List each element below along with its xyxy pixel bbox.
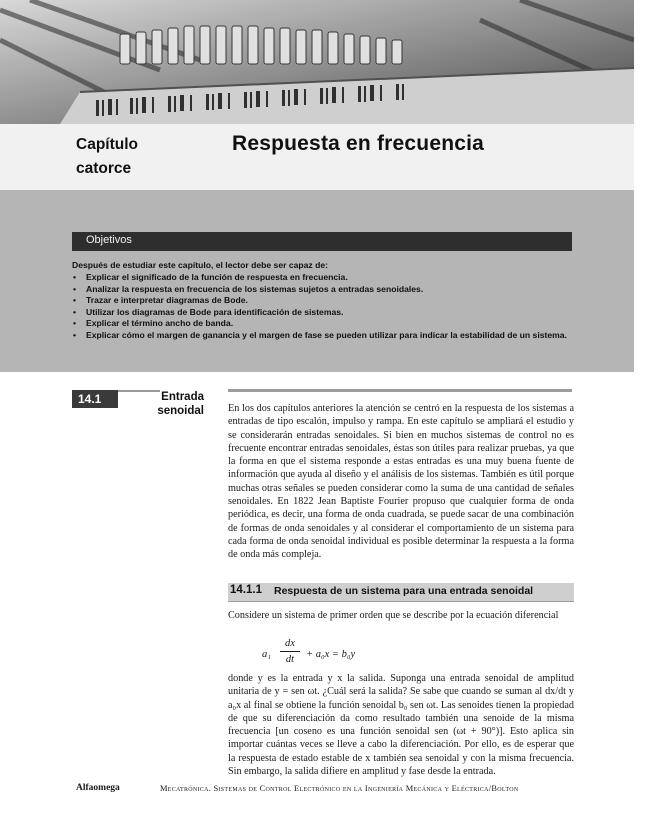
objective-item: • Trazar e interpretar diagramas de Bode. <box>72 295 572 307</box>
footer-book-title: Mecatrónica. Sistemas de Control Electrónico en la Ingeniería Mecánica y Eléctrica/Bolton <box>160 784 519 793</box>
equation-fraction-bar <box>280 651 300 652</box>
chapter-label-line2: catorce <box>76 160 132 177</box>
section-title-line1: Entrada <box>161 391 204 403</box>
objectives-list <box>72 272 572 342</box>
subsection-paragraph-intro: Considere un sistema de primer orden que se describe por la ecuación diferencial <box>228 610 559 621</box>
circuit-board-image <box>0 0 634 124</box>
objectives-heading: Objetivos <box>86 234 132 246</box>
section-rule <box>228 389 572 392</box>
equation-rest: + a₀x = b₀y <box>306 649 356 660</box>
subsection-rule <box>228 601 574 602</box>
equation-denominator: dt <box>285 654 295 665</box>
chapter-label <box>76 133 196 181</box>
equation-coefficient: a₁ <box>262 649 271 660</box>
subsection-title: Respuesta de un sistema para una entrada senoidal <box>274 585 534 597</box>
equation-fraction <box>280 637 300 666</box>
objective-item: • Utilizar los diagramas de Bode para identificación de sistemas. <box>72 307 572 319</box>
chapter-banner <box>0 0 634 190</box>
section-title <box>150 390 204 418</box>
footer-publisher: Alfaomega <box>76 783 120 793</box>
objective-item: • Explicar el término ancho de banda. <box>72 318 572 330</box>
section-paragraph: En los dos capítulos anteriores la atención se centró en la respuesta de los sistemas a entradas de tipo escalón, impulso y rampa. En este capítulo se ampliará el estudio y se considerarán entradas senoidales. Si bien en muchos sistemas de control no es frecuente encontrar entradas senoidales, éstas son útiles para realizar pruebas, ya que la forma en que el sistema responde a estas entradas es una muy buena fuente de información que ayuda al diseño y el análisis de los sistemas. También es útil porque muchas otras señales se pueden considerar como la suma de una cantidad de señales senoidales. En 1822 Jean Baptiste Fourier propuso que cualquier forma de onda periódica, es decir, una forma de onda cuadrada, se puede sacar de una combinación de formas de onda senoidales y al considerar el comportamiento de un sistema para cada forma de onda senoidal individual es posible determinar la respuesta a la forma de onda más compleja. <box>228 403 574 561</box>
objective-item: • Explicar cómo el margen de ganancia y el margen de fase se pueden utilizar para indicar la estabilidad de un sistema. <box>72 330 572 342</box>
equation-numerator: dx <box>285 638 295 649</box>
objective-item: • Analizar la respuesta en frecuencia de los sistemas sujetos a entradas senoidales. <box>72 284 572 296</box>
objectives-heading-bar <box>72 232 572 251</box>
subsection-paragraph-body: donde y es la entrada y x la salida. Suponga una entrada senoidal de amplitud unitaria de y = sen ωt. ¿Cuál será la salida? Se sabe que cuando se suman al dx/dt y a₀x al final se obtiene la función senoidal b₀ sen ωt. Las senoides tienen la propiedad de que su diferenciación da como resultado también una senoide de la misma frecuencia [un coseno es una función senoidal sen (ωt + 90°)]. Esto aplica sin importar cuántas veces se lleve a cabo la diferenciación. Por ello, es de esperar que la respuesta de estado estable de x también sea senoidal y con la misma frecuencia. Sin embargo, la salida difiere en amplitud y fase desde la entrada. <box>228 673 574 778</box>
objectives-intro: Después de estudiar este capítulo, el lector debe ser capaz de: <box>72 260 328 270</box>
section-number: 14.1 <box>72 390 118 408</box>
subsection-number: 14.1.1 <box>230 584 262 596</box>
chapter-label-line1: Capítulo <box>76 136 138 153</box>
chapter-title: Respuesta en frecuencia <box>232 132 485 155</box>
objective-item: • Explicar el significado de la función de respuesta en frecuencia. <box>72 272 572 284</box>
section-title-line2: senoidal <box>157 405 204 417</box>
objectives-box <box>0 190 634 372</box>
